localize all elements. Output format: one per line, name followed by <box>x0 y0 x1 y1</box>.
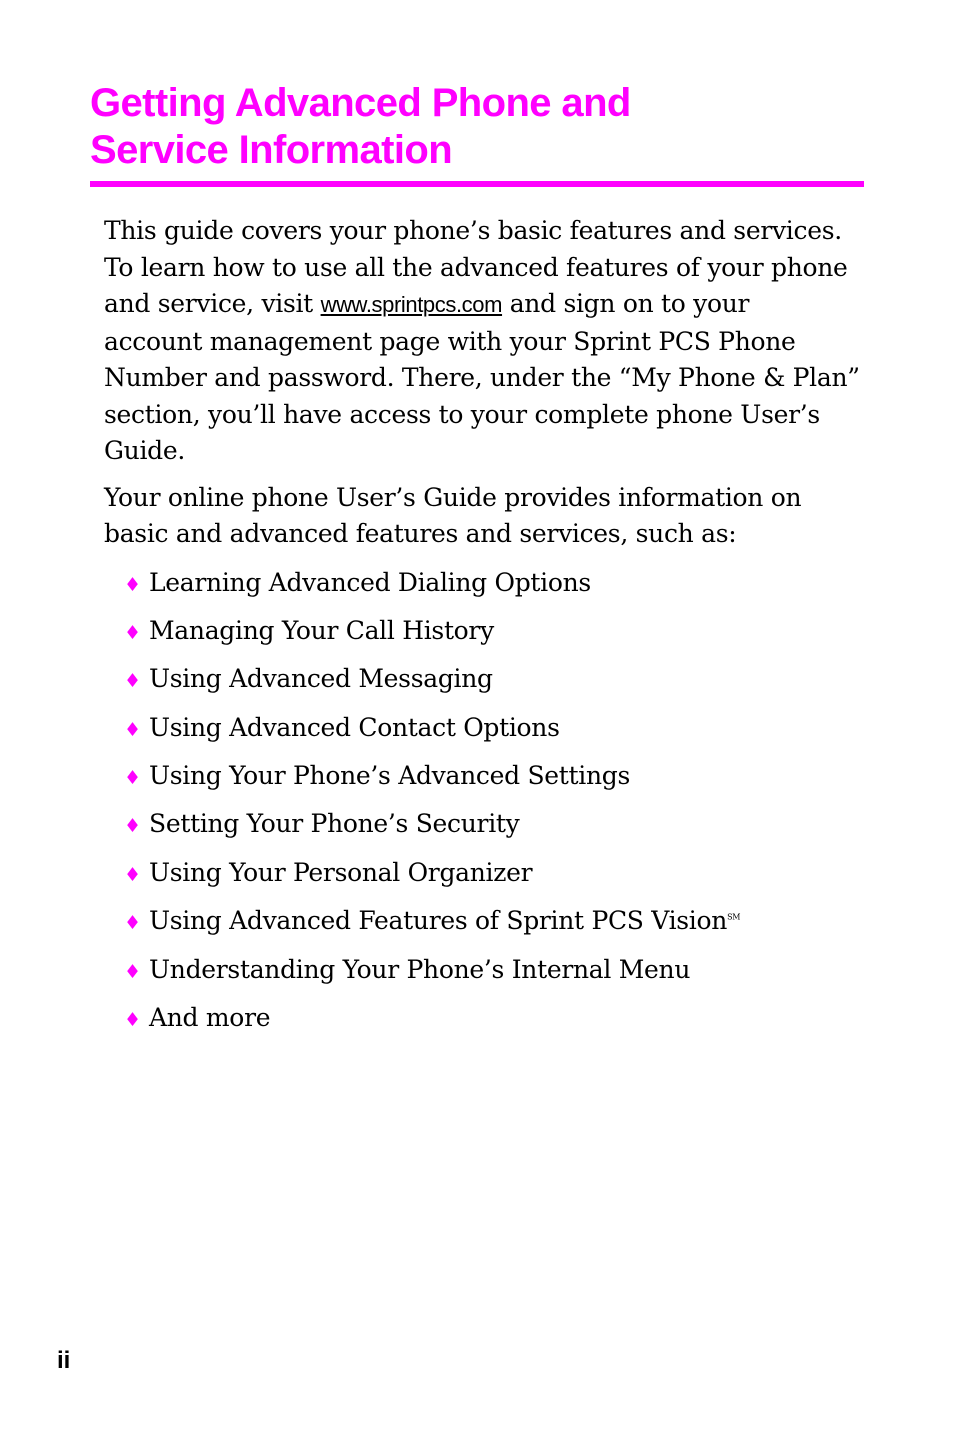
diamond-bullet-icon: ♦ <box>124 1009 141 1032</box>
intro-line <box>104 286 874 324</box>
list-item-label: Using Advanced Contact Options <box>149 712 560 742</box>
guide-paragraph <box>104 480 874 553</box>
intro-line: Guide. <box>104 436 186 465</box>
diamond-bullet-icon: ♦ <box>124 621 141 644</box>
intro-text: and sign on to your <box>502 289 750 318</box>
intro-paragraph <box>104 213 874 470</box>
service-mark: SM <box>727 912 741 922</box>
list-item <box>124 613 874 661</box>
list-item <box>124 661 874 709</box>
diamond-bullet-icon: ♦ <box>124 815 141 838</box>
list-item-label: Learning Advanced Dialing Options <box>149 567 591 597</box>
list-item <box>124 710 874 758</box>
diamond-bullet-icon: ♦ <box>124 960 141 983</box>
list-item <box>124 855 874 903</box>
diamond-bullet-icon: ♦ <box>124 912 141 935</box>
diamond-bullet-icon: ♦ <box>124 670 141 693</box>
list-item <box>124 806 874 854</box>
list-item <box>124 952 874 1000</box>
page-title-line-1: Getting Advanced Phone and <box>90 81 631 125</box>
guide-line: basic and advanced features and services, such as: <box>104 519 737 548</box>
body-text <box>104 213 874 1048</box>
list-item-label: Using Your Phone’s Advanced Settings <box>149 761 630 791</box>
list-item-label: Using Your Personal Organizer <box>149 857 533 887</box>
diamond-bullet-icon: ♦ <box>124 767 141 790</box>
list-item <box>124 758 874 806</box>
list-item-label: Managing Your Call History <box>149 615 494 645</box>
feature-list <box>104 565 874 1049</box>
list-item <box>124 1000 874 1048</box>
page-number: ii <box>57 1347 71 1374</box>
intro-line: This guide covers your phone’s basic features and services. <box>104 216 842 245</box>
diamond-bullet-icon: ♦ <box>124 718 141 741</box>
intro-line: To learn how to use all the advanced features of your phone <box>104 252 848 282</box>
list-item-label: And more <box>149 1003 271 1033</box>
list-item <box>124 565 874 613</box>
title-underline-rule <box>90 181 864 187</box>
guide-line: Your online phone User’s Guide provides information on <box>104 482 802 512</box>
intro-line: section, you’ll have access to your complete phone User’s <box>104 399 820 429</box>
list-item-label: Understanding Your Phone’s Internal Menu <box>149 954 691 984</box>
list-item-label: Using Advanced Features of Sprint PCS Vision <box>149 906 728 936</box>
list-item <box>124 903 874 951</box>
list-item-label: Using Advanced Messaging <box>149 664 493 694</box>
intro-line: Number and password. There, under the “My Phone & Plan” <box>104 363 860 392</box>
page-title <box>90 80 850 174</box>
list-item-label: Setting Your Phone’s Security <box>149 809 520 839</box>
diamond-bullet-icon: ♦ <box>124 863 141 886</box>
intro-text: and service, visit <box>104 289 321 318</box>
sprintpcs-link[interactable]: www.sprintpcs.com <box>320 292 503 317</box>
diamond-bullet-icon: ♦ <box>124 573 141 596</box>
page-title-line-2: Service Information <box>90 128 453 172</box>
intro-line: account management page with your Sprint PCS Phone <box>104 326 796 356</box>
